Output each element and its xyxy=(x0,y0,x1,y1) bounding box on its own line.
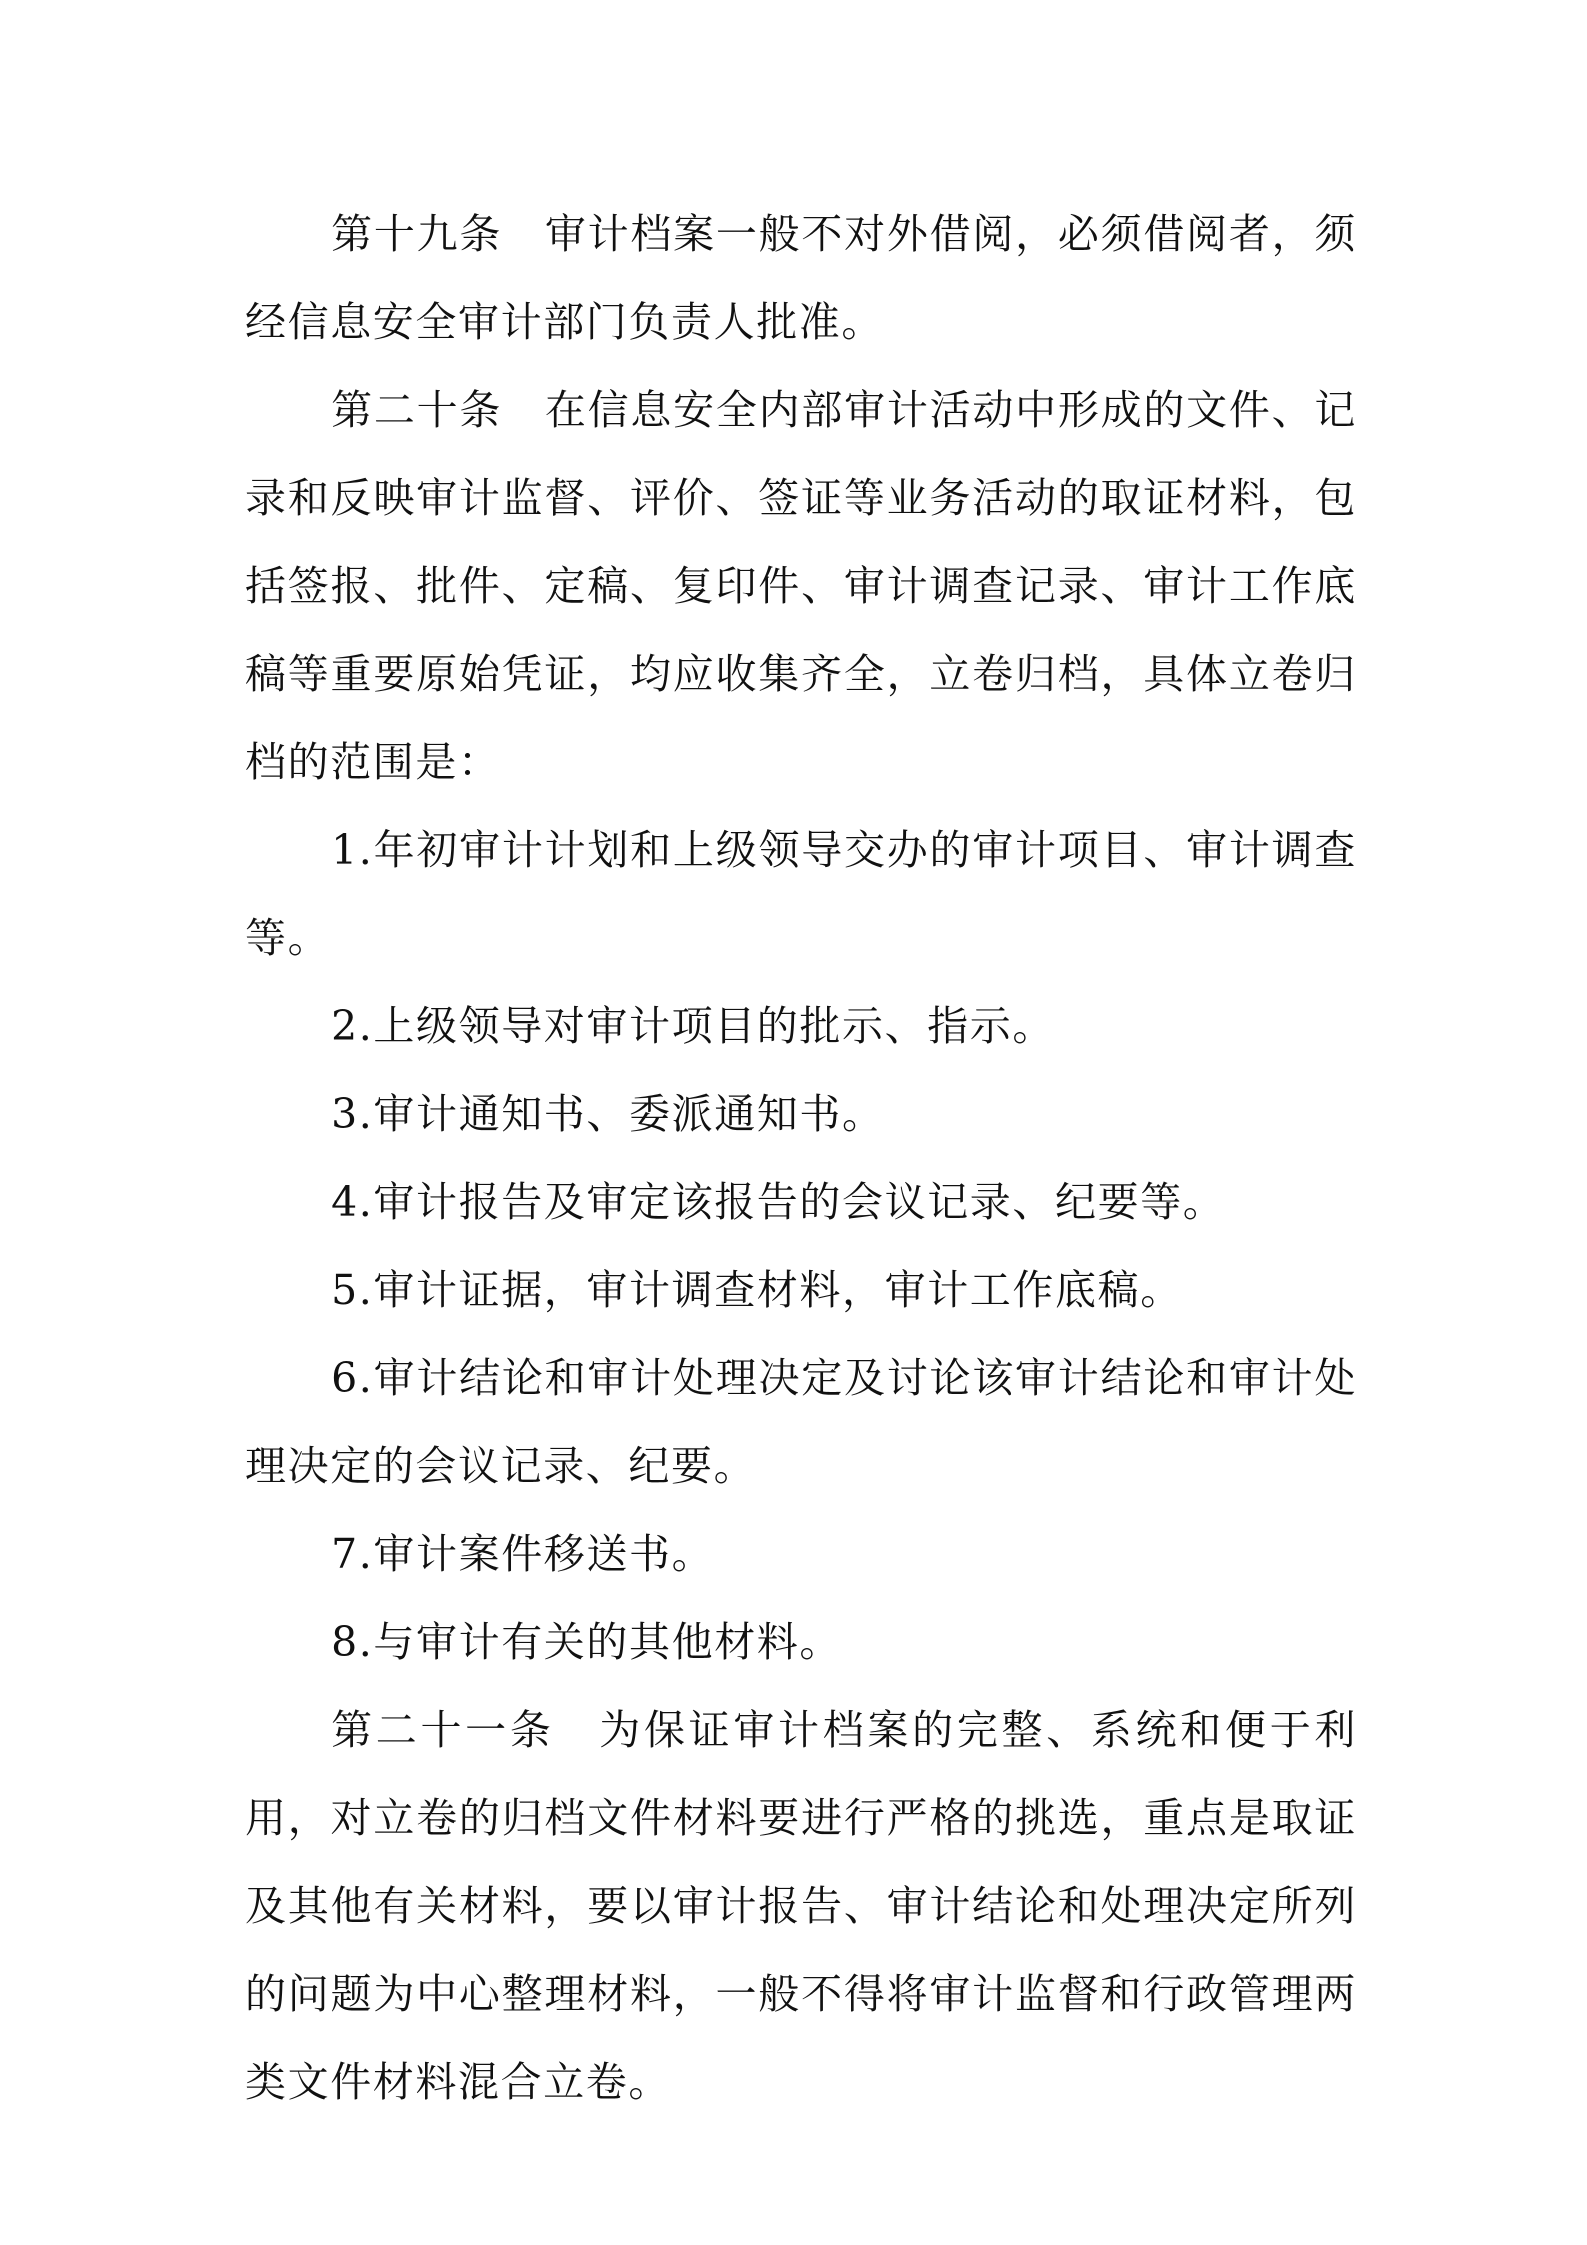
article-21-paragraph: 第二十一条 为保证审计档案的完整、系统和便于利用，对立卷的归档文件材料要进行严格的挑选，重点是取证及其他有关材料，要以审计报告、审计结论和处理决定所列的问题为中心整理材料，一般不得将审计监督和行政管理两类文件材料混合立卷。 xyxy=(245,1706,1357,2106)
list-item-1: 1.年初审计计划和上级领导交办的审计项目、审计调查等。 xyxy=(245,826,1357,962)
article-20-paragraph: 第二十条 在信息安全内部审计活动中形成的文件、记录和反映审计监督、评价、签证等业务活动的取证材料，包括签报、批件、定稿、复印件、审计调查记录、审计工作底稿等重要原始凭证，均应收集齐全，立卷归档，具体立卷归档的范围是： xyxy=(245,386,1357,786)
list-item-8: 8.与审计有关的其他材料。 xyxy=(331,1618,843,1666)
list-item-6: 6.审计结论和审计处理决定及讨论该审计结论和审计处理决定的会议记录、纪要。 xyxy=(245,1354,1357,1490)
article-19-paragraph: 第十九条 审计档案一般不对外借阅，必须借阅者，须经信息安全审计部门负责人批准。 xyxy=(245,210,1357,346)
list-item-2: 2.上级领导对审计项目的批示、指示。 xyxy=(331,1002,1056,1050)
list-item-3: 3.审计通知书、委派通知书。 xyxy=(331,1090,885,1138)
document-page xyxy=(245,190,1357,2126)
list-item-5: 5.审计证据，审计调查材料，审计工作底稿。 xyxy=(331,1266,1183,1314)
list-item-7: 7.审计案件移送书。 xyxy=(331,1530,715,1578)
list-item-4: 4.审计报告及审定该报告的会议记录、纪要等。 xyxy=(331,1178,1226,1226)
